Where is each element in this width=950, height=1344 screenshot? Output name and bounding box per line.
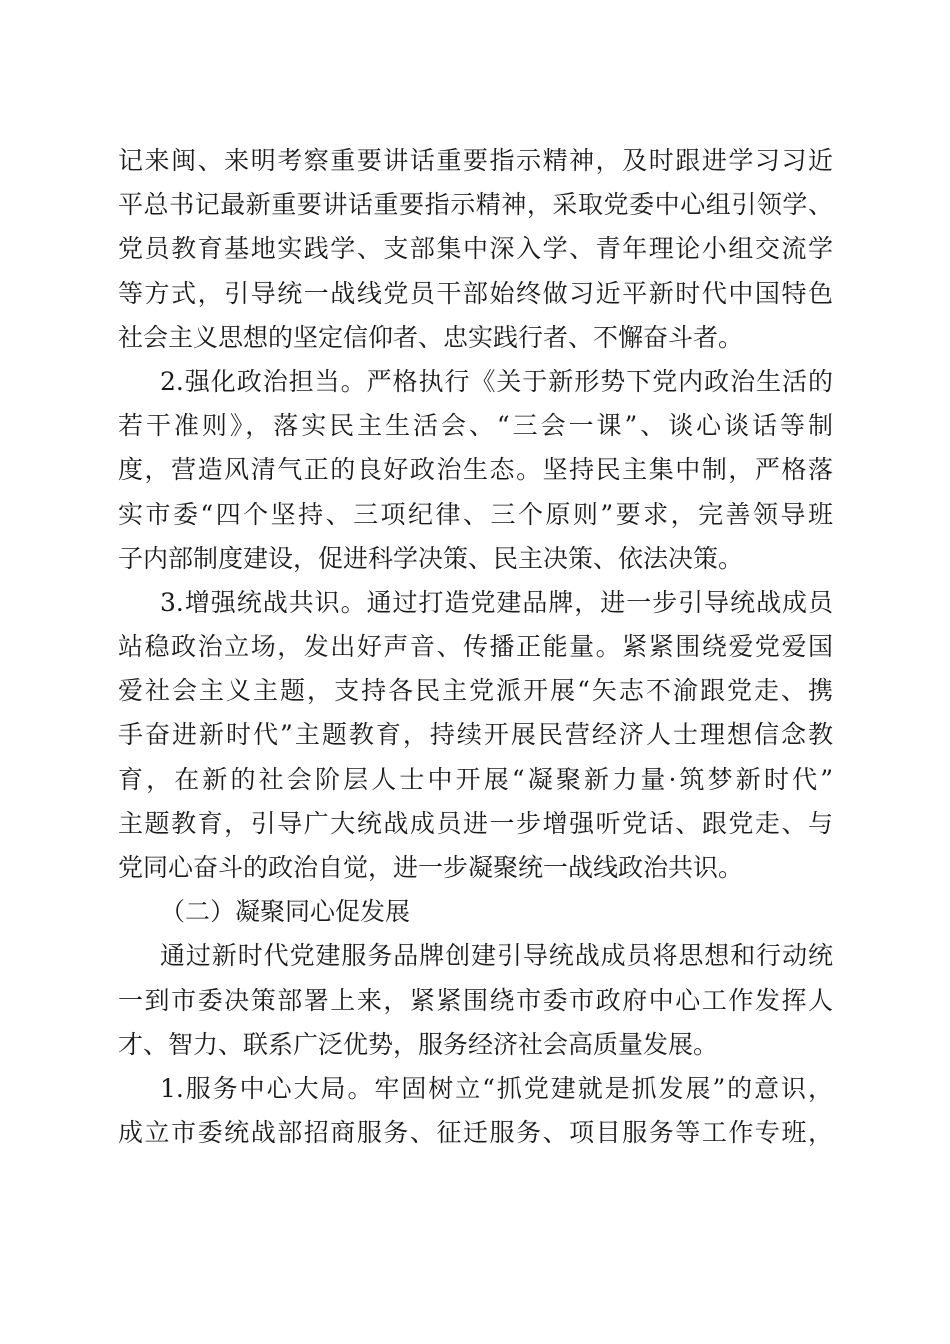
text-line: 育，在新的社会阶层人士中开展“凝聚新力量·筑梦新时代” [118,764,833,794]
text-line: 主题教育，引导广大统战成员进一步增强听党话、跟党走、与 [118,808,833,838]
text-line: 党同心奋斗的政治自觉，进一步凝聚统一战线政治共识。 [118,853,744,882]
text-line: 站稳政治立场，发出好声音、传播正能量。紧紧围绕爱党爱国 [118,632,833,662]
text-line: 成立市委统战部招商服务、征迁服务、项目服务等工作专班， [118,1118,833,1148]
text-line: 子内部制度建设，促进科学决策、民主决策、依法决策。 [118,543,744,573]
text-line: 通过新时代党建服务品牌创建引导统战成员将思想和行动统 [160,941,833,971]
paragraph-political-responsibility [118,360,833,581]
text-line: 等方式，引导统一战线党员干部始终做习近平新时代中国特色 [118,278,833,308]
text-line: 若干准则》，落实民主生活会、“三会一课”、谈心谈话等制 [118,411,833,441]
text-line: 党员教育基地实践学、支部集中深入学、青年理论小组交流学 [118,234,833,264]
section-heading: （二）凝聚同心促发展 [160,897,411,927]
text-line: 1.服务中心大局。牢固树立“抓党建就是抓发展”的意识， [160,1073,833,1103]
paragraph-united-front-consensus [118,581,833,890]
paragraph-serve-overall-situation [118,1067,833,1155]
text-line: 社会主义思想的坚定信仰者、忠实践行者、不懈奋斗者。 [118,322,744,352]
text-line: 3.增强统战共识。通过打造党建品牌，进一步引导统战成员 [160,587,833,617]
text-line: 手奋进新时代”主题教育，持续开展民营经济人士理想信念教 [118,720,833,750]
text-line: 记来闽、来明考察重要讲话重要指示精神，及时跟进学习习近 [118,146,833,175]
paragraph-section-intro [118,934,833,1067]
text-line: 实市委“四个坚持、三项纪律、三个原则”要求，完善领导班 [118,499,833,529]
text-line: 一到市委决策部署上来，紧紧围绕市委市政府中心工作发挥人 [118,985,833,1015]
text-line: 才、智力、联系广泛优势，服务经济社会高质量发展。 [118,1029,719,1059]
text-line: 2.强化政治担当。严格执行《关于新形势下党内政治生活的 [160,366,833,396]
paragraph-study-practice [118,139,833,360]
text-line: 度，营造风清气正的良好政治生态。坚持民主集中制，严格落 [118,455,833,485]
text-line: 爱社会主义主题，支持各民主党派开展“矢志不渝跟党走、携 [118,676,833,706]
text-line: 平总书记最新重要讲话重要指示精神，采取党委中心组引领学、 [118,190,833,220]
document-body [118,139,833,1155]
